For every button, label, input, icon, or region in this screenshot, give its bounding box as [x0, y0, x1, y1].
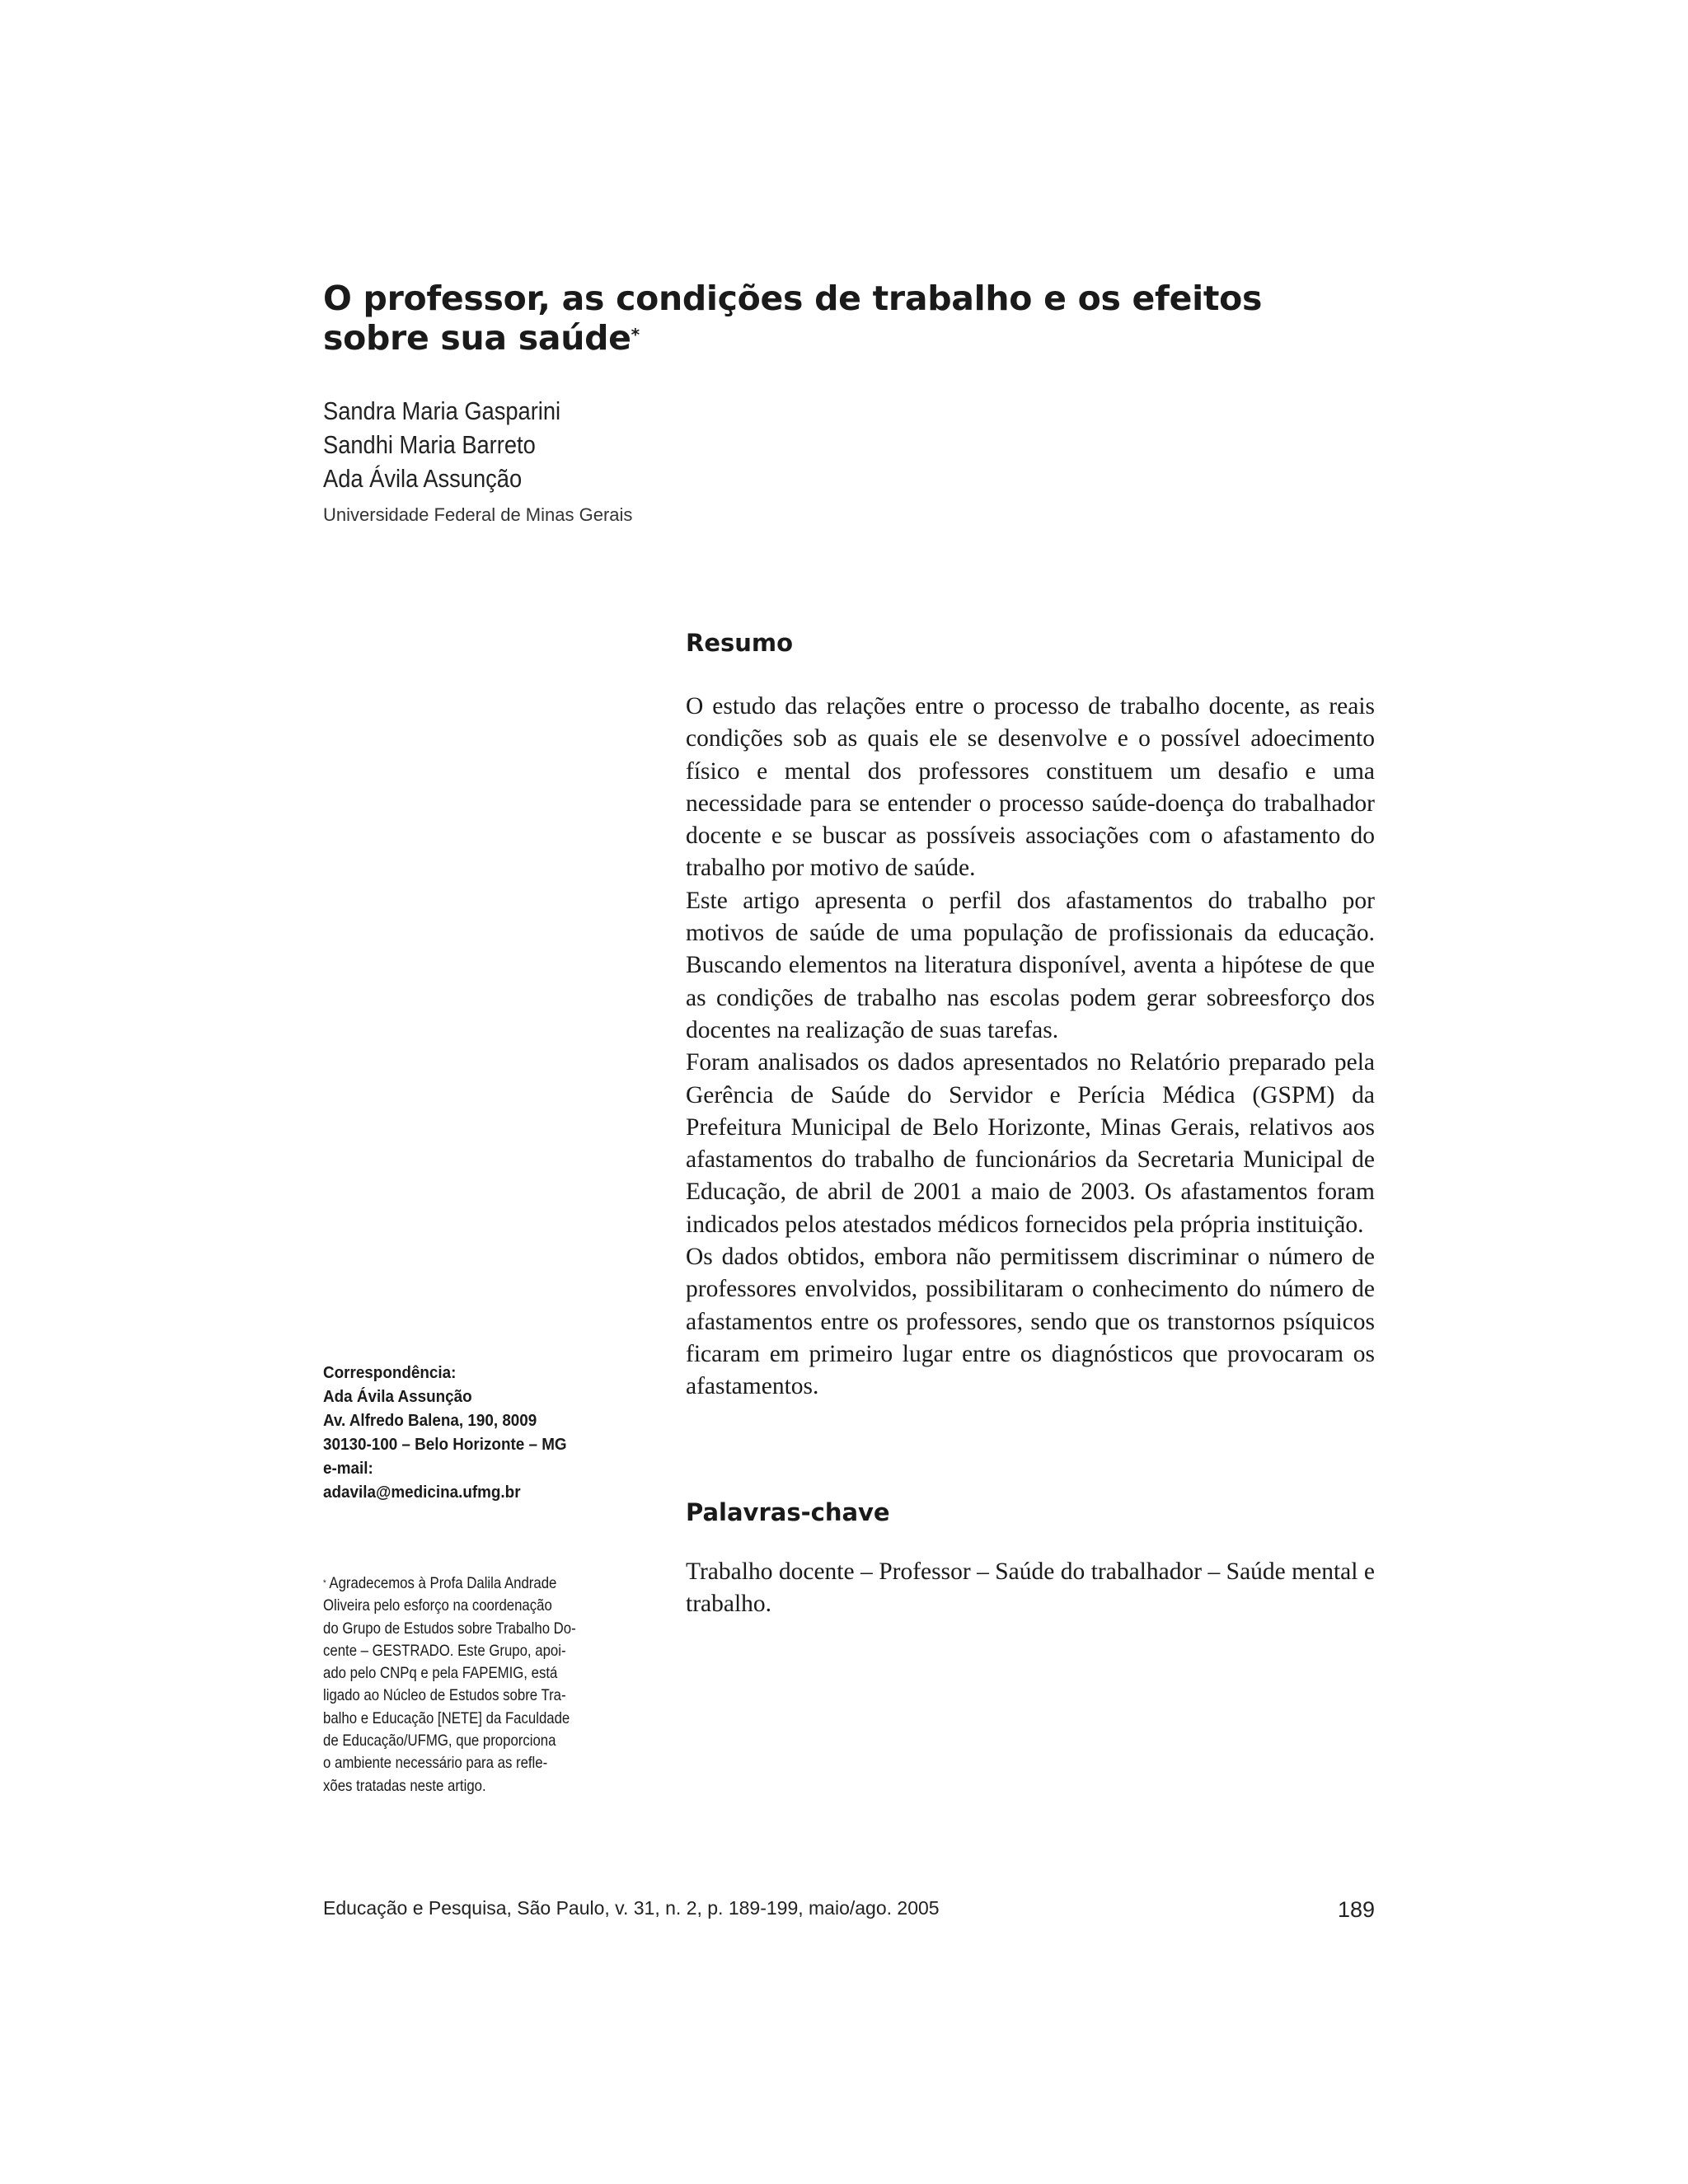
- keywords-text: Trabalho docente – Professor – Saúde do trabalhador – Saúde mental e trabalho.: [686, 1558, 1375, 1618]
- footnote-line: do Grupo de Estudos sobre Trabalho Do-: [323, 1619, 576, 1638]
- abstract-paragraph: Foram analisados os dados apresentados no Relatório preparado pela Gerência de Saúde do Servidor e Perícia Médica (GSPM) da Prefeitura Municipal de Belo Horizonte, Minas Gerais, relativos aos afastamentos do trabalho de funcionários da Secretaria Municipal de Educação, de abril de 2001 a maio de 2003. Os afastamentos foram indicados pelos atestados médicos fornecidos pela própria instituição.: [686, 1049, 1375, 1238]
- footnote-line: cente – GESTRADO. Este Grupo, apoi-: [323, 1641, 566, 1660]
- page-number: 189: [1337, 1897, 1375, 1922]
- author-name: Sandra Maria Gasparini: [323, 396, 561, 425]
- correspondence-email: adavila@medicina.ufmg.br: [323, 1483, 521, 1502]
- author-list: [323, 394, 593, 495]
- author-name: Ada Ávila Assunção: [323, 464, 523, 493]
- abstract-heading: Resumo: [686, 629, 794, 657]
- keywords-heading: Palavras-chave: [686, 1498, 890, 1526]
- footnote-line: o ambiente necessário para as refle-: [323, 1754, 548, 1773]
- footnote-line: balho e Educação [NETE] da Faculdade: [323, 1708, 570, 1727]
- footnote-line: de Educação/UFMG, que proporciona: [323, 1732, 556, 1750]
- title-line-1: O professor, as condições de trabalho e os efeitos: [323, 279, 1263, 318]
- author-affiliation: Universidade Federal de Minas Gerais: [323, 504, 633, 525]
- acknowledgement-footnote: [323, 1572, 620, 1797]
- correspondence-block: [323, 1361, 620, 1504]
- footnote-line: ado pelo CNPq e pela FAPEMIG, está: [323, 1664, 558, 1683]
- footnote-line: [323, 1572, 579, 1595]
- correspondence-city: 30130-100 – Belo Horizonte – MG: [323, 1435, 567, 1454]
- title-line-2: sobre sua saúde: [323, 318, 631, 358]
- footnote-line: Oliveira pelo esforço na coordenação: [323, 1596, 552, 1615]
- correspondence-label: Correspondência:: [323, 1363, 457, 1382]
- correspondence-address: Av. Alfredo Balena, 190, 8009: [323, 1411, 537, 1430]
- article-title: [323, 279, 1419, 358]
- abstract-body: [686, 691, 1375, 1404]
- footnote-line: ligado ao Núcleo de Estudos sobre Tra-: [323, 1686, 566, 1705]
- abstract-paragraph: Os dados obtidos, embora não permitissem discriminar o número de professores envolvidos, possibilitaram o conhecimento do número de afastamentos entre os professores, sendo que os transtornos psíquicos ficaram em primeiro lugar entre os diagnósticos que provocaram os afastamentos.: [686, 1244, 1375, 1400]
- correspondence-name: Ada Ávila Assunção: [323, 1387, 472, 1406]
- journal-citation: Educação e Pesquisa, São Paulo, v. 31, n. 2, p. 189-199, maio/ago. 2005: [323, 1897, 940, 1919]
- author-name: Sandhi Maria Barreto: [323, 430, 536, 459]
- correspondence-email-label: e-mail:: [323, 1459, 373, 1478]
- footnote-line: xões tratadas neste artigo.: [323, 1776, 486, 1795]
- abstract-paragraph: O estudo das relações entre o processo de trabalho docente, as reais condições sob as quais ele se desenvolve e o possível adoecimento físico e mental dos professores constituem um desafio e uma necessidade para se entender o processo saúde-doença do trabalhador docente e se buscar as possíveis associações com o afastamento do trabalho por motivo de saúde.: [686, 693, 1375, 882]
- footnote-marker: *: [323, 1578, 326, 1588]
- abstract-paragraph: Este artigo apresenta o perfil dos afastamentos do trabalho por motivos de saúde de uma população de profissionais da educação. Buscando elementos na literatura disponível, aventa a hipótese de que as condições de trabalho nas escolas podem gerar sobreesforço dos docentes na realização de suas tarefas.: [686, 887, 1375, 1043]
- title-footnote-marker: *: [631, 325, 640, 344]
- footnote-line-text: Agradecemos à Profa Dalila Andrade: [326, 1574, 557, 1592]
